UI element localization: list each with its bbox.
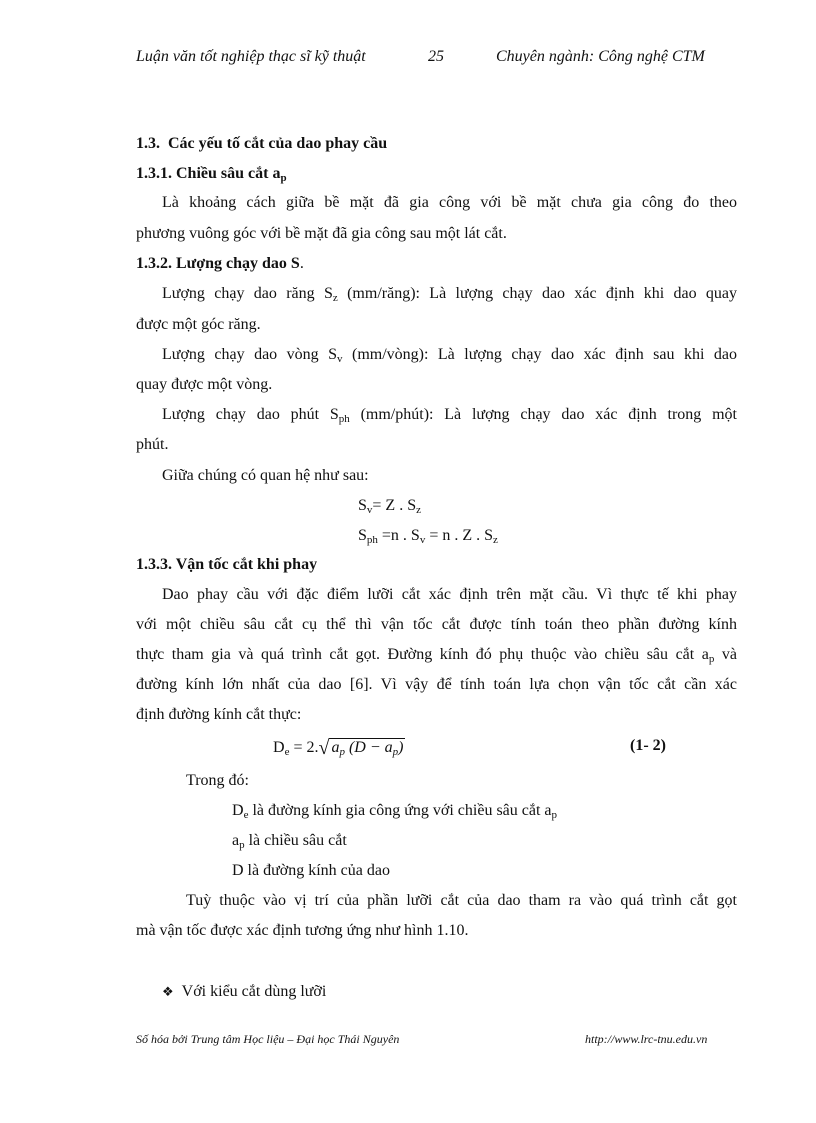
paragraph-line bbox=[162, 284, 737, 304]
text: (mm/phút): Là lượng chạy dao xác định trong một bbox=[349, 406, 737, 423]
text: = 2. bbox=[289, 739, 319, 756]
diamond-bullet-icon: ❖ bbox=[162, 985, 174, 1000]
paragraph-line: với một chiều sâu cắt cụ thể thì vận tốc cắt được tính toán theo phần đường kính bbox=[136, 616, 737, 633]
text: Lượng chạy dao phút S bbox=[162, 406, 339, 423]
text: là đường kính gia công ứng với chiều sâu cắt a bbox=[248, 802, 552, 819]
text: là chiều sâu cắt bbox=[244, 832, 347, 849]
footer-source: Số hóa bởi Trung tâm Học liệu – Đại học Thái Nguyên bbox=[136, 1032, 400, 1046]
square-root bbox=[318, 736, 405, 758]
equation-label: (1- 2) bbox=[630, 737, 666, 754]
formula-sv bbox=[358, 496, 421, 516]
formula-de bbox=[273, 736, 405, 758]
text: (mm/răng): Là lượng chạy dao xác định khi dao quay bbox=[337, 285, 738, 302]
section-1-3-3-heading: 1.3.3. Vận tốc cắt khi phay bbox=[136, 556, 318, 573]
section-title: Các yếu tố cắt của dao phay cầu bbox=[168, 135, 388, 152]
subscript: p bbox=[239, 839, 245, 851]
subscript: p bbox=[392, 746, 399, 758]
text: Lượng chạy dao răng S bbox=[162, 285, 333, 302]
text: ) bbox=[398, 739, 404, 756]
heading-dot: . bbox=[299, 255, 304, 272]
subscript: z bbox=[493, 534, 498, 546]
radical-sign-icon: √ bbox=[318, 737, 330, 759]
subscript: e bbox=[243, 809, 249, 821]
text: =n . S bbox=[377, 527, 420, 544]
formula-sph bbox=[358, 526, 498, 546]
subscript: v bbox=[366, 504, 373, 516]
section-1-3-heading bbox=[136, 134, 387, 154]
paragraph-line: Dao phay cầu với đặc điểm lưỡi cắt xác định trên mặt cầu. Vì thực tế khi phay bbox=[162, 586, 737, 603]
page-number: 25 bbox=[428, 48, 444, 65]
where-ap bbox=[232, 831, 347, 851]
subscript: p bbox=[551, 809, 558, 821]
bullet-text: Với kiểu cắt dùng lưỡi bbox=[181, 983, 327, 1000]
symbol: S bbox=[358, 497, 367, 514]
header-title: Luận văn tốt nghiệp thạc sĩ kỹ thuật bbox=[136, 48, 366, 65]
paragraph-line bbox=[162, 345, 737, 365]
paragraph-line: định đường kính cắt thực: bbox=[136, 706, 302, 723]
subscript: ph bbox=[366, 534, 378, 546]
symbol: D bbox=[232, 802, 244, 819]
text: (mm/vòng): Là lượng chạy dao xác định sau khi dao bbox=[342, 346, 737, 363]
paragraph-line: Là khoảng cách giữa bề mặt đã gia công với bề mặt chưa gia công đo theo bbox=[162, 194, 737, 211]
subscript: v bbox=[419, 534, 426, 546]
radicand bbox=[329, 738, 405, 756]
text: = n . Z . S bbox=[425, 527, 494, 544]
paragraph-line: được một góc răng. bbox=[136, 316, 261, 333]
section-number: 1.3. bbox=[136, 135, 160, 152]
heading-text: 1.3.1. Chiều sâu cắt a bbox=[136, 165, 281, 182]
subscript: p bbox=[708, 653, 715, 665]
heading-subscript: p bbox=[280, 172, 287, 184]
subscript: z bbox=[416, 504, 421, 516]
paragraph-line: Giữa chúng có quan hệ như sau: bbox=[162, 467, 369, 484]
paragraph-line: quay được một vòng. bbox=[136, 376, 273, 393]
subscript: p bbox=[339, 746, 345, 758]
paragraph-line: đường kính lớn nhất của dao [6]. Vì vậy để tính toán lựa chọn vận tốc cắt cần xác bbox=[136, 676, 737, 693]
symbol: a bbox=[331, 739, 340, 756]
header-specialty: Chuyên ngành: Công nghệ CTM bbox=[496, 48, 705, 65]
paragraph-line: Tuỳ thuộc vào vị trí của phần lưỡi cắt của dao tham ra vào quá trình cắt gọt bbox=[186, 892, 737, 909]
where-d: D là đường kính của dao bbox=[232, 862, 390, 879]
text: = Z . S bbox=[372, 497, 417, 514]
subscript: ph bbox=[338, 413, 350, 425]
subscript: v bbox=[337, 353, 343, 365]
paragraph-line bbox=[162, 405, 737, 425]
symbol: S bbox=[358, 527, 367, 544]
where-de bbox=[232, 801, 557, 821]
heading-text: 1.3.2. Lượng chạy dao S bbox=[136, 255, 300, 272]
symbol: D bbox=[273, 739, 285, 756]
paragraph-line bbox=[136, 645, 737, 665]
paragraph-line: phương vuông góc với bề mặt đã gia công sau một lát cắt. bbox=[136, 225, 507, 242]
bullet-item bbox=[162, 982, 326, 1003]
text: Lượng chạy dao vòng S bbox=[162, 346, 338, 363]
paragraph-line: mà vận tốc được xác định tương ứng như hình 1.10. bbox=[136, 922, 469, 939]
text: thực tham gia và quá trình cắt gọt. Đường kính đó phụ thuộc vào chiều sâu cắt a bbox=[136, 646, 709, 663]
paragraph-line: phút. bbox=[136, 436, 169, 453]
where-intro: Trong đó: bbox=[186, 772, 249, 789]
section-1-3-2-heading bbox=[136, 254, 304, 274]
text: và bbox=[714, 646, 737, 663]
symbol: a bbox=[232, 832, 240, 849]
footer-url[interactable]: http://www.lrc-tnu.edu.vn bbox=[585, 1032, 708, 1046]
subscript: z bbox=[332, 292, 338, 304]
subscript: e bbox=[284, 746, 290, 758]
text: (D − a bbox=[344, 739, 393, 756]
section-1-3-1-heading bbox=[136, 164, 287, 184]
